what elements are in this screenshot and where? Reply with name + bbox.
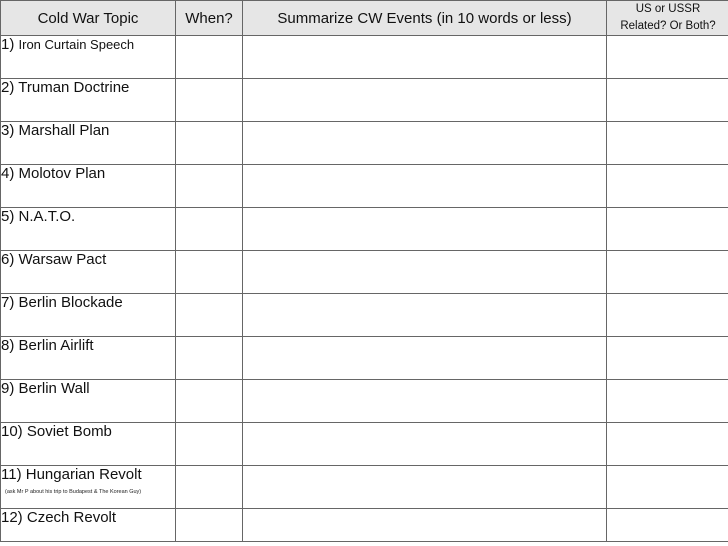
- row-number: 8): [1, 337, 15, 354]
- relation-cell[interactable]: [607, 208, 728, 251]
- relation-cell[interactable]: [607, 294, 728, 337]
- summary-cell[interactable]: [243, 509, 607, 542]
- topic-cell: [1, 509, 176, 542]
- summary-cell[interactable]: [243, 251, 607, 294]
- topic-label: Soviet Bomb: [26, 423, 112, 440]
- relation-cell[interactable]: [607, 165, 728, 208]
- summary-cell[interactable]: [243, 36, 607, 79]
- topic-label: Berlin Airlift: [18, 337, 94, 354]
- relation-cell[interactable]: [607, 122, 728, 165]
- row-number: 3): [1, 122, 15, 139]
- topic-cell: [1, 251, 176, 294]
- topic-cell: [1, 423, 176, 466]
- relation-cell[interactable]: [607, 36, 728, 79]
- relation-cell[interactable]: [607, 79, 728, 122]
- relation-cell[interactable]: [607, 509, 728, 542]
- row-number: 5): [1, 208, 15, 225]
- topic-label: N.A.T.O.: [18, 208, 76, 225]
- summary-cell[interactable]: [243, 165, 607, 208]
- summary-cell[interactable]: [243, 337, 607, 380]
- topic-cell: [1, 337, 176, 380]
- table-row: [1, 337, 728, 380]
- topic-cell: [1, 122, 176, 165]
- summary-cell[interactable]: [243, 294, 607, 337]
- when-cell[interactable]: [176, 466, 243, 509]
- topic-label: Berlin Wall: [18, 380, 90, 397]
- table-row: [1, 294, 728, 337]
- relation-cell[interactable]: [607, 466, 728, 509]
- topic-label: Iron Curtain Speech: [18, 37, 135, 52]
- when-cell[interactable]: [176, 122, 243, 165]
- topic-cell: [1, 79, 176, 122]
- when-cell[interactable]: [176, 509, 243, 542]
- header-when: When?: [176, 1, 243, 36]
- header-topic: Cold War Topic: [1, 1, 176, 36]
- when-cell[interactable]: [176, 36, 243, 79]
- table-row: [1, 466, 728, 509]
- row-number: 7): [1, 294, 15, 311]
- when-cell[interactable]: [176, 294, 243, 337]
- table-row: [1, 509, 728, 542]
- when-cell[interactable]: [176, 337, 243, 380]
- topic-label: Czech Revolt: [26, 509, 117, 526]
- summary-cell[interactable]: [243, 423, 607, 466]
- topic-label: Hungarian Revolt: [25, 466, 142, 483]
- relation-cell[interactable]: [607, 380, 728, 423]
- row-number: 12): [1, 509, 27, 526]
- topic-label: Marshall Plan: [18, 122, 110, 139]
- table-row: [1, 122, 728, 165]
- table-row: [1, 380, 728, 423]
- relation-cell[interactable]: [607, 337, 728, 380]
- relation-cell[interactable]: [607, 423, 728, 466]
- topic-label: Truman Doctrine: [18, 79, 130, 96]
- when-cell[interactable]: [176, 423, 243, 466]
- when-cell[interactable]: [176, 79, 243, 122]
- topic-cell: [1, 208, 176, 251]
- header-relation: [607, 1, 728, 36]
- table-row: [1, 208, 728, 251]
- when-cell[interactable]: [176, 380, 243, 423]
- summary-cell[interactable]: [243, 122, 607, 165]
- row-number: 10): [1, 423, 23, 440]
- when-cell[interactable]: [176, 251, 243, 294]
- table-row: [1, 36, 728, 79]
- topic-cell: [1, 380, 176, 423]
- row-number: 4): [1, 165, 15, 182]
- when-cell[interactable]: [176, 208, 243, 251]
- topic-label: Berlin Blockade: [18, 294, 123, 311]
- topic-cell: [1, 294, 176, 337]
- summary-cell[interactable]: [243, 79, 607, 122]
- table-row: [1, 165, 728, 208]
- header-row: [1, 1, 728, 36]
- topic-cell: [1, 36, 176, 79]
- table-row: [1, 251, 728, 294]
- topic-note: (ask Mr P about his trip to Budapest & The Korean Guy): [5, 489, 142, 495]
- row-number: 9): [1, 380, 15, 397]
- topic-cell: [1, 466, 176, 509]
- topic-cell: [1, 165, 176, 208]
- row-number: 2): [1, 79, 15, 96]
- summary-cell[interactable]: [243, 380, 607, 423]
- table-row: [1, 423, 728, 466]
- row-number: 11): [1, 466, 22, 483]
- when-cell[interactable]: [176, 165, 243, 208]
- topic-label: Warsaw Pact: [18, 251, 107, 268]
- topic-label: Molotov Plan: [18, 165, 106, 182]
- row-number: 1): [1, 36, 15, 53]
- header-summary: Summarize CW Events (in 10 words or less): [243, 1, 607, 36]
- row-number: 6): [1, 251, 15, 268]
- summary-cell[interactable]: [243, 208, 607, 251]
- header-relation-line2: Related? Or Both?: [620, 20, 716, 32]
- relation-cell[interactable]: [607, 251, 728, 294]
- summary-cell[interactable]: [243, 466, 607, 509]
- header-relation-line1: US or USSR: [635, 3, 701, 15]
- table-row: [1, 79, 728, 122]
